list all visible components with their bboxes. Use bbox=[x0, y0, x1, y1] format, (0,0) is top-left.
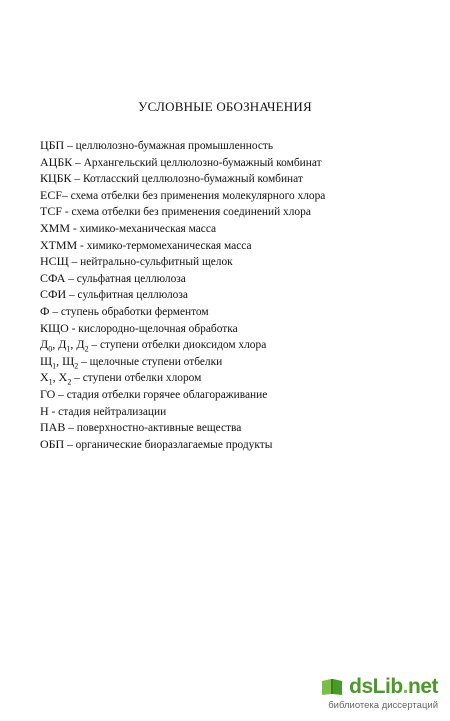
abbreviation-definition: Архангельский целлюлозно-бумажный комбинат bbox=[83, 156, 322, 169]
abbreviation-term: НСЩ bbox=[40, 254, 69, 269]
abbreviation-definition: органические биоразлагаемые продукты bbox=[75, 438, 273, 451]
abbreviation-term: СФИ bbox=[40, 287, 67, 302]
list-item bbox=[40, 419, 440, 436]
abbreviation-definition: Котласский целлюлозно-бумажный комбинат bbox=[82, 173, 303, 186]
term-letter: Х bbox=[58, 370, 68, 385]
abbreviation-term: ПАВ bbox=[40, 420, 66, 435]
watermark[interactable] bbox=[308, 675, 438, 711]
watermark-logo: dsLib.net bbox=[349, 675, 438, 698]
term-subscript: 0 bbox=[48, 344, 53, 354]
abbreviation-definition: сульфатная целлюлоза bbox=[76, 272, 186, 285]
separator-dash: – bbox=[71, 173, 83, 186]
separator-dash: – bbox=[65, 422, 77, 435]
separator-dash: – bbox=[78, 355, 90, 368]
list-item bbox=[40, 403, 440, 420]
abbreviation-definition: ступени отбелки хлором bbox=[82, 372, 202, 385]
abbreviation-term: ECF bbox=[40, 187, 63, 202]
abbreviation-definition: схема отбелки без применения молекулярного хлора bbox=[70, 189, 326, 202]
abbreviation-definition: поверхностно-активные вещества bbox=[76, 422, 242, 435]
separator-dash: – bbox=[49, 305, 61, 318]
abbreviation-definition: химико-термомеханическая масса bbox=[86, 239, 252, 252]
list-item bbox=[40, 220, 440, 237]
term-subscript: 2 bbox=[84, 344, 89, 354]
abbreviation-definition: нейтрально-сульфитный щелок bbox=[80, 256, 233, 269]
list-item bbox=[40, 253, 440, 270]
abbreviation-definition: ступени отбелки диоксидом хлора bbox=[99, 339, 267, 352]
list-item bbox=[40, 137, 440, 154]
separator-dash: – bbox=[88, 339, 100, 352]
list-item bbox=[40, 386, 440, 403]
separator-dash: – bbox=[66, 289, 78, 302]
separator-dash: – bbox=[71, 372, 83, 385]
abbreviation-definition: сульфитная целлюлоза bbox=[77, 289, 188, 302]
separator-dash: – bbox=[64, 140, 76, 152]
separator-dash: – bbox=[65, 272, 77, 285]
term-letter: Д bbox=[58, 337, 67, 352]
separator-dash: – bbox=[55, 388, 67, 401]
list-item bbox=[40, 170, 440, 187]
abbreviation-term: ОБП bbox=[40, 436, 65, 451]
list-item bbox=[40, 353, 440, 370]
term-subscript: 2 bbox=[67, 377, 72, 387]
term-letter: Щ bbox=[40, 353, 53, 368]
abbreviation-definition: стадия нейтрализации bbox=[58, 405, 167, 418]
abbreviation-term: $Щ_1$, $Щ_2$ bbox=[40, 353, 79, 371]
term-subscript: 2 bbox=[74, 361, 79, 371]
abbreviation-term: $Д_0$, $Д_1$, $Д_2$ bbox=[40, 337, 89, 354]
list-item bbox=[40, 303, 440, 320]
separator-dash: – bbox=[64, 438, 76, 451]
watermark-caption: библиотека диссертаций bbox=[328, 700, 438, 711]
list-item bbox=[40, 286, 440, 303]
separator-dash: – bbox=[72, 156, 84, 169]
term-subscript: 1 bbox=[52, 361, 57, 371]
term-subscript: 1 bbox=[48, 377, 53, 387]
term-letter: Д bbox=[76, 337, 85, 352]
abbreviation-definition: целлюлозно-бумажная промышленность bbox=[75, 140, 274, 152]
book-icon bbox=[321, 678, 343, 696]
abbreviation-term: АЦБК bbox=[40, 154, 73, 169]
abbreviation-definition: схема отбелки без применения соединений хлора bbox=[71, 206, 311, 219]
abbreviation-definition: ступень обработки ферментом bbox=[60, 305, 209, 318]
abbreviation-term: СФА bbox=[40, 270, 66, 285]
list-item bbox=[40, 320, 440, 337]
list-item bbox=[40, 436, 440, 453]
separator-dash: – bbox=[68, 256, 81, 269]
separator-dash: - bbox=[68, 322, 79, 335]
separator-dash: - bbox=[62, 206, 72, 219]
term-letter: Х bbox=[40, 370, 49, 385]
abbreviation-term: Н bbox=[40, 403, 49, 418]
term-letter: Д bbox=[40, 337, 49, 352]
abbreviation-definition: химико-механическая масса bbox=[79, 222, 217, 235]
abbreviation-term: КЩО bbox=[40, 320, 69, 335]
list-item bbox=[40, 336, 440, 353]
abbreviation-term: Ф bbox=[40, 303, 50, 318]
abbreviation-term: TCF bbox=[40, 204, 63, 219]
list-item bbox=[40, 154, 440, 171]
term-subscript: 1 bbox=[66, 344, 71, 354]
abbreviation-term: КЦБК bbox=[40, 171, 72, 186]
abbreviation-list bbox=[40, 137, 440, 452]
separator-dash: - bbox=[77, 239, 87, 252]
page-title: УСЛОВНЫЕ ОБОЗНАЧЕНИЯ bbox=[138, 99, 312, 114]
list-item bbox=[40, 203, 440, 220]
list-item bbox=[40, 270, 440, 287]
abbreviation-definition: кислородно-щелочная обработка bbox=[78, 322, 238, 335]
list-item bbox=[40, 369, 440, 386]
abbreviation-term: $Х_1$, $Х_2$ bbox=[40, 370, 72, 387]
list-item bbox=[40, 237, 440, 254]
separator-dash: - bbox=[48, 405, 59, 418]
abbreviation-term: ХММ bbox=[40, 220, 71, 235]
abbreviation-definition: стадия отбелки горячее облагораживание bbox=[66, 388, 268, 401]
abbreviation-definition: щелочные ступени отбелки bbox=[89, 355, 223, 368]
term-letter: Щ bbox=[62, 353, 75, 368]
abbreviation-term: ГО bbox=[40, 386, 56, 401]
abbreviation-term: ЦБП bbox=[40, 138, 65, 152]
separator-dash: - bbox=[70, 222, 80, 235]
abbreviation-term: ХТММ bbox=[40, 237, 78, 252]
separator-dash: – bbox=[62, 189, 71, 202]
list-item bbox=[40, 187, 440, 204]
